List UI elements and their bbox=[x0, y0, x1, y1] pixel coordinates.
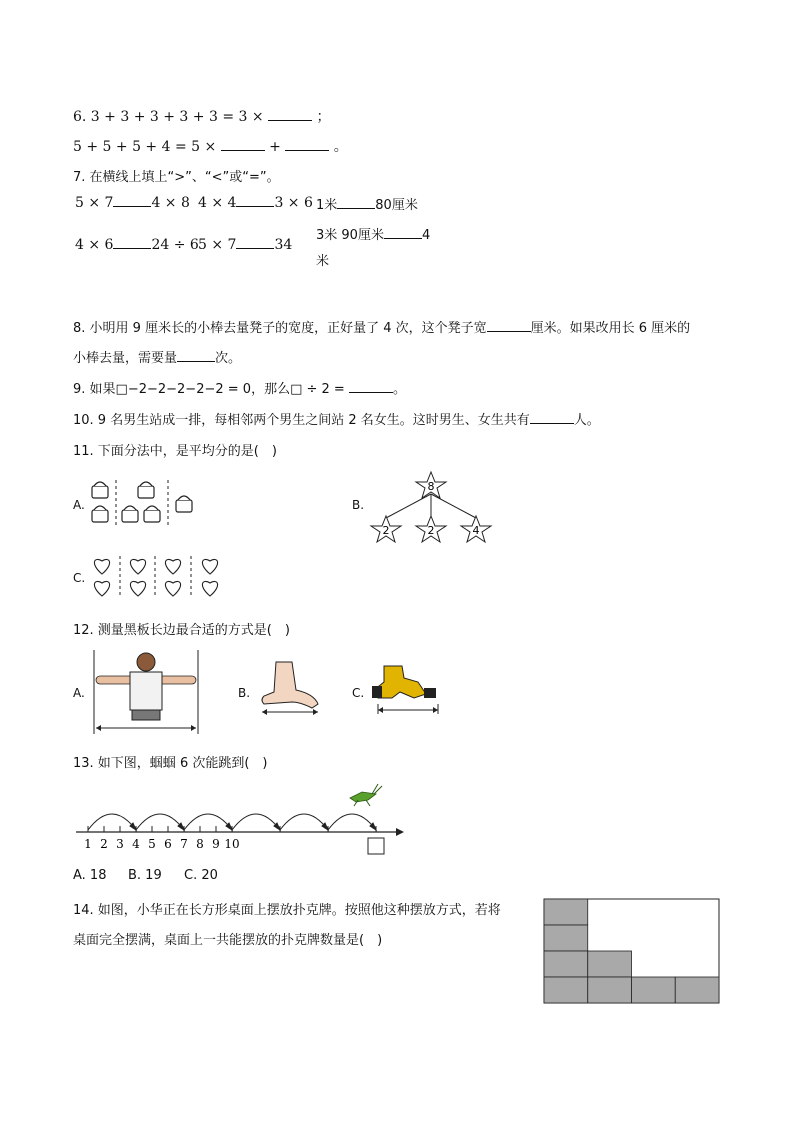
q7-item-a3: 1米 80厘米 bbox=[316, 198, 418, 213]
tree-leaf-label: 2 bbox=[427, 524, 435, 537]
heart-icon bbox=[202, 559, 217, 596]
jump-arc bbox=[184, 814, 232, 830]
q7-blank-a1[interactable] bbox=[113, 194, 151, 207]
q11-option-c-figure[interactable] bbox=[90, 554, 226, 600]
q12-option-a-label[interactable]: A. bbox=[73, 686, 85, 700]
q7-prompt: 7. 在横线上填上“>”、“<”或“=”。 bbox=[73, 170, 280, 185]
number-line-tick-label: 2 bbox=[100, 837, 108, 851]
q6-blank-1[interactable] bbox=[268, 108, 312, 121]
q7-b3-unit: 米 bbox=[316, 254, 330, 269]
answer-box[interactable] bbox=[368, 838, 384, 854]
playing-card bbox=[544, 925, 588, 951]
q7-item-a2: 4 × 4 3 × 6 bbox=[198, 195, 313, 211]
jump-arc bbox=[328, 814, 376, 830]
number-line-tick-label: 1 bbox=[84, 837, 92, 851]
tree-leaf-label: 4 bbox=[472, 524, 480, 537]
q14-table-figure bbox=[543, 898, 721, 1006]
q8-blank-2[interactable] bbox=[177, 349, 215, 362]
q13-option-b[interactable]: B. 19 bbox=[128, 868, 162, 883]
number-line-tick-label: 5 bbox=[148, 837, 156, 851]
heart-icon bbox=[165, 559, 180, 596]
q7-blank-b1[interactable] bbox=[113, 236, 151, 249]
playing-card bbox=[675, 977, 719, 1003]
playing-card bbox=[544, 977, 588, 1003]
q7-item-a1: 5 × 7 4 × 8 bbox=[75, 195, 190, 211]
number-line-tick-label: 10 bbox=[224, 837, 240, 851]
q6-line2: 5 + 5 + 5 + 4 = 5 × + 。 bbox=[73, 139, 348, 155]
q13-option-a[interactable]: A. 18 bbox=[73, 868, 107, 883]
playing-card bbox=[588, 951, 632, 977]
q11-option-b-tree[interactable] bbox=[368, 468, 498, 546]
tree-root-label: 8 bbox=[427, 480, 435, 493]
q7-item-b3: 3米 90厘米 4 bbox=[316, 228, 431, 243]
q13-prompt: 13. 如下图，蝈蝈 6 次能跳到( ) bbox=[73, 756, 268, 771]
q12-option-c-label[interactable]: C. bbox=[352, 686, 365, 700]
q7-item-b1: 4 × 6 24 ÷ 6 bbox=[75, 237, 199, 253]
q11-option-a-label[interactable]: A. bbox=[73, 498, 85, 512]
jump-arc bbox=[88, 814, 136, 830]
q9-blank[interactable] bbox=[349, 380, 393, 393]
q10-blank[interactable] bbox=[530, 411, 574, 424]
q8-line1: 8. 小明用 9 厘米长的小棒去量凳子的宽度，正好量了 4 次，这个凳子宽 厘米。如果改用长 6 厘米的 bbox=[73, 321, 691, 336]
jump-arc bbox=[136, 814, 184, 830]
q14-line2: 桌面完全摆满，桌面上一共能摆放的扑克牌数量是( ) bbox=[73, 933, 383, 948]
q7-blank-b3[interactable] bbox=[384, 226, 422, 239]
jump-arc bbox=[280, 814, 328, 830]
q12-option-b-label[interactable]: B. bbox=[238, 686, 251, 700]
q10-line: 10. 9 名男生站成一排，每相邻两个男生之间站 2 名女生。这时男生、女生共有 人。 bbox=[73, 413, 600, 428]
q14-line1: 14. 如图，小华正在长方形桌面上摆放扑克牌。按照他这种摆放方式，若将 bbox=[73, 903, 501, 918]
q12-option-c-figure[interactable] bbox=[370, 664, 444, 718]
grasshopper-icon bbox=[350, 784, 382, 806]
q8-blank-1[interactable] bbox=[487, 319, 531, 332]
number-line-tick-label: 8 bbox=[196, 837, 204, 851]
q9-line: 9. 如果□−2−2−2−2−2 = 0，那么□ ÷ 2 = 。 bbox=[73, 382, 406, 397]
playing-card bbox=[544, 951, 588, 977]
q13-option-c[interactable]: C. 20 bbox=[184, 868, 218, 883]
q6-blank-2[interactable] bbox=[221, 138, 265, 151]
q11-prompt: 11. 下面分法中，是平均分的是( ) bbox=[73, 444, 277, 459]
number-line-tick-label: 4 bbox=[132, 837, 140, 851]
jump-arc bbox=[232, 814, 280, 830]
number-line-tick-label: 7 bbox=[180, 837, 188, 851]
q11-option-b-label[interactable]: B. bbox=[352, 498, 365, 512]
arrow-right-icon bbox=[396, 828, 404, 836]
q6-line1: 6. 3 + 3 + 3 + 3 + 3 = 3 × ； bbox=[73, 109, 331, 125]
cake-icon bbox=[176, 496, 192, 512]
q8-line2: 小棒去量，需要量 次。 bbox=[73, 351, 242, 366]
number-line-tick-label: 3 bbox=[116, 837, 124, 851]
q7-blank-a2[interactable] bbox=[236, 194, 274, 207]
q7-item-b2: 5 × 7 34 bbox=[198, 237, 293, 253]
playing-card bbox=[544, 899, 588, 925]
number-line-tick-label: 6 bbox=[164, 837, 172, 851]
footstep-icon bbox=[372, 666, 436, 698]
cake-icon bbox=[92, 482, 108, 522]
tree-leaf-label: 2 bbox=[382, 524, 390, 537]
q7-blank-a3[interactable] bbox=[337, 196, 375, 209]
q12-prompt: 12. 测量黑板长边最合适的方式是( ) bbox=[73, 623, 290, 638]
q11-option-c-label[interactable]: C. bbox=[73, 571, 86, 585]
q12-option-a-figure[interactable] bbox=[88, 650, 204, 736]
hand-span-icon bbox=[262, 662, 318, 708]
playing-card bbox=[632, 977, 676, 1003]
q13-number-line bbox=[72, 780, 412, 858]
q6-blank-3[interactable] bbox=[285, 138, 329, 151]
number-line-tick-label: 9 bbox=[212, 837, 220, 851]
cake-icon bbox=[122, 482, 160, 522]
q7-blank-b2[interactable] bbox=[236, 236, 274, 249]
heart-icon bbox=[94, 559, 109, 596]
heart-icon bbox=[130, 559, 145, 596]
q11-option-a-figure[interactable] bbox=[88, 476, 208, 528]
q12-option-b-figure[interactable] bbox=[256, 660, 322, 722]
playing-card bbox=[588, 977, 632, 1003]
boy-icon bbox=[96, 653, 196, 720]
